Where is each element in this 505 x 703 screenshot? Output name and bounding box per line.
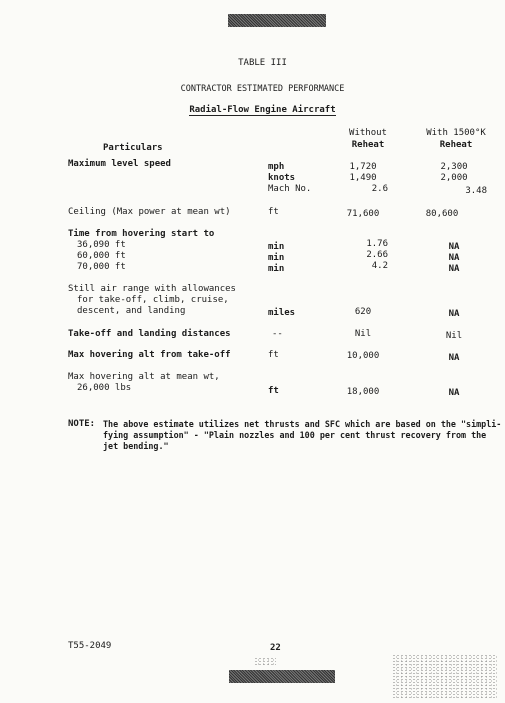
col-header-without-line2: Reheat [351, 140, 385, 150]
classification-stamp-redacted [228, 14, 326, 27]
row-unit: miles [268, 308, 296, 318]
row-value-with: NA [448, 264, 460, 274]
scan-noise [254, 657, 276, 666]
row-unit: min [268, 264, 285, 274]
row-value-with: NA [448, 388, 460, 398]
row-label-cont: for take-off, climb, cruise, [77, 295, 229, 305]
row-unit: ft [268, 350, 279, 360]
row-value-with: Nil [445, 331, 463, 341]
row-unit: knots [268, 173, 296, 183]
row-unit: min [268, 242, 285, 252]
col-header-with-line2: Reheat [439, 140, 473, 150]
note-line: The above estimate utilizes net thrusts and SFC which are based on the "simpli- [103, 419, 502, 429]
col-header-with-line1: With 1500°K [426, 128, 486, 138]
row-value-without: 71,600 [346, 209, 380, 219]
row-label-sub: 60,000 ft [77, 251, 126, 261]
note-prefix: NOTE: [68, 419, 96, 429]
row-value-with: 3.48 [465, 186, 487, 196]
row-value-with: 80,600 [425, 209, 459, 219]
row-value-without: 1,490 [349, 173, 377, 183]
row-value-with: 2,300 [440, 162, 468, 172]
row-value-without: 4.2 [371, 261, 388, 271]
row-value-with: 2,000 [440, 173, 468, 183]
row-unit: -- [272, 329, 283, 339]
row-label-sub: 70,000 ft [77, 262, 126, 272]
row-label: Maximum level speed [68, 159, 171, 169]
row-label: Still air range with allowances [68, 284, 236, 294]
row-value-with: NA [448, 309, 460, 319]
table-subtitle-text: Radial-Flow Engine Aircraft [189, 105, 336, 115]
row-unit: mph [268, 162, 285, 172]
row-value-without: 10,000 [346, 351, 380, 361]
row-label: Time from hovering start to [68, 229, 215, 239]
table-title: CONTRACTOR ESTIMATED PERFORMANCE [180, 84, 345, 94]
row-unit: Mach No. [268, 184, 312, 194]
row-value-without: 1,720 [349, 162, 377, 172]
row-unit: ft [268, 386, 279, 396]
table-number: TABLE III [238, 58, 287, 68]
row-value-without: 2.6 [371, 184, 388, 194]
document-id: T55-2049 [68, 641, 112, 651]
row-value-without: 2.66 [366, 250, 388, 260]
row-label-cont: 26,000 lbs [77, 383, 132, 393]
row-unit: ft [268, 207, 279, 217]
note-line: fying assumption" - "Plain nozzles and 100 per cent thrust recovery from the [103, 430, 487, 440]
row-label: Max hovering alt from take-off [68, 350, 231, 360]
col-header-without-line1: Without [349, 128, 387, 138]
row-value-without: 620 [354, 307, 372, 317]
table-subtitle [0, 105, 505, 116]
bottom-stamp-redacted [229, 670, 335, 683]
row-value-with: NA [448, 353, 460, 363]
row-value-without: 18,000 [346, 387, 380, 397]
row-label-cont: descent, and landing [77, 306, 186, 316]
row-label-sub: 36,090 ft [77, 240, 126, 250]
row-value-without: Nil [354, 329, 372, 339]
row-value-with: NA [448, 242, 460, 252]
page-number: 22 [270, 643, 281, 653]
note-line: jet bending." [103, 441, 169, 451]
row-value-without: 1.76 [366, 239, 388, 249]
scan-noise-corner [392, 654, 497, 698]
col-header-particulars: Particulars [103, 143, 163, 153]
row-label: Max hovering alt at mean wt, [68, 372, 220, 382]
row-label: Ceiling (Max power at mean wt) [68, 207, 231, 217]
row-unit: min [268, 253, 285, 263]
row-label: Take-off and landing distances [68, 329, 231, 339]
row-value-with: NA [448, 253, 460, 263]
